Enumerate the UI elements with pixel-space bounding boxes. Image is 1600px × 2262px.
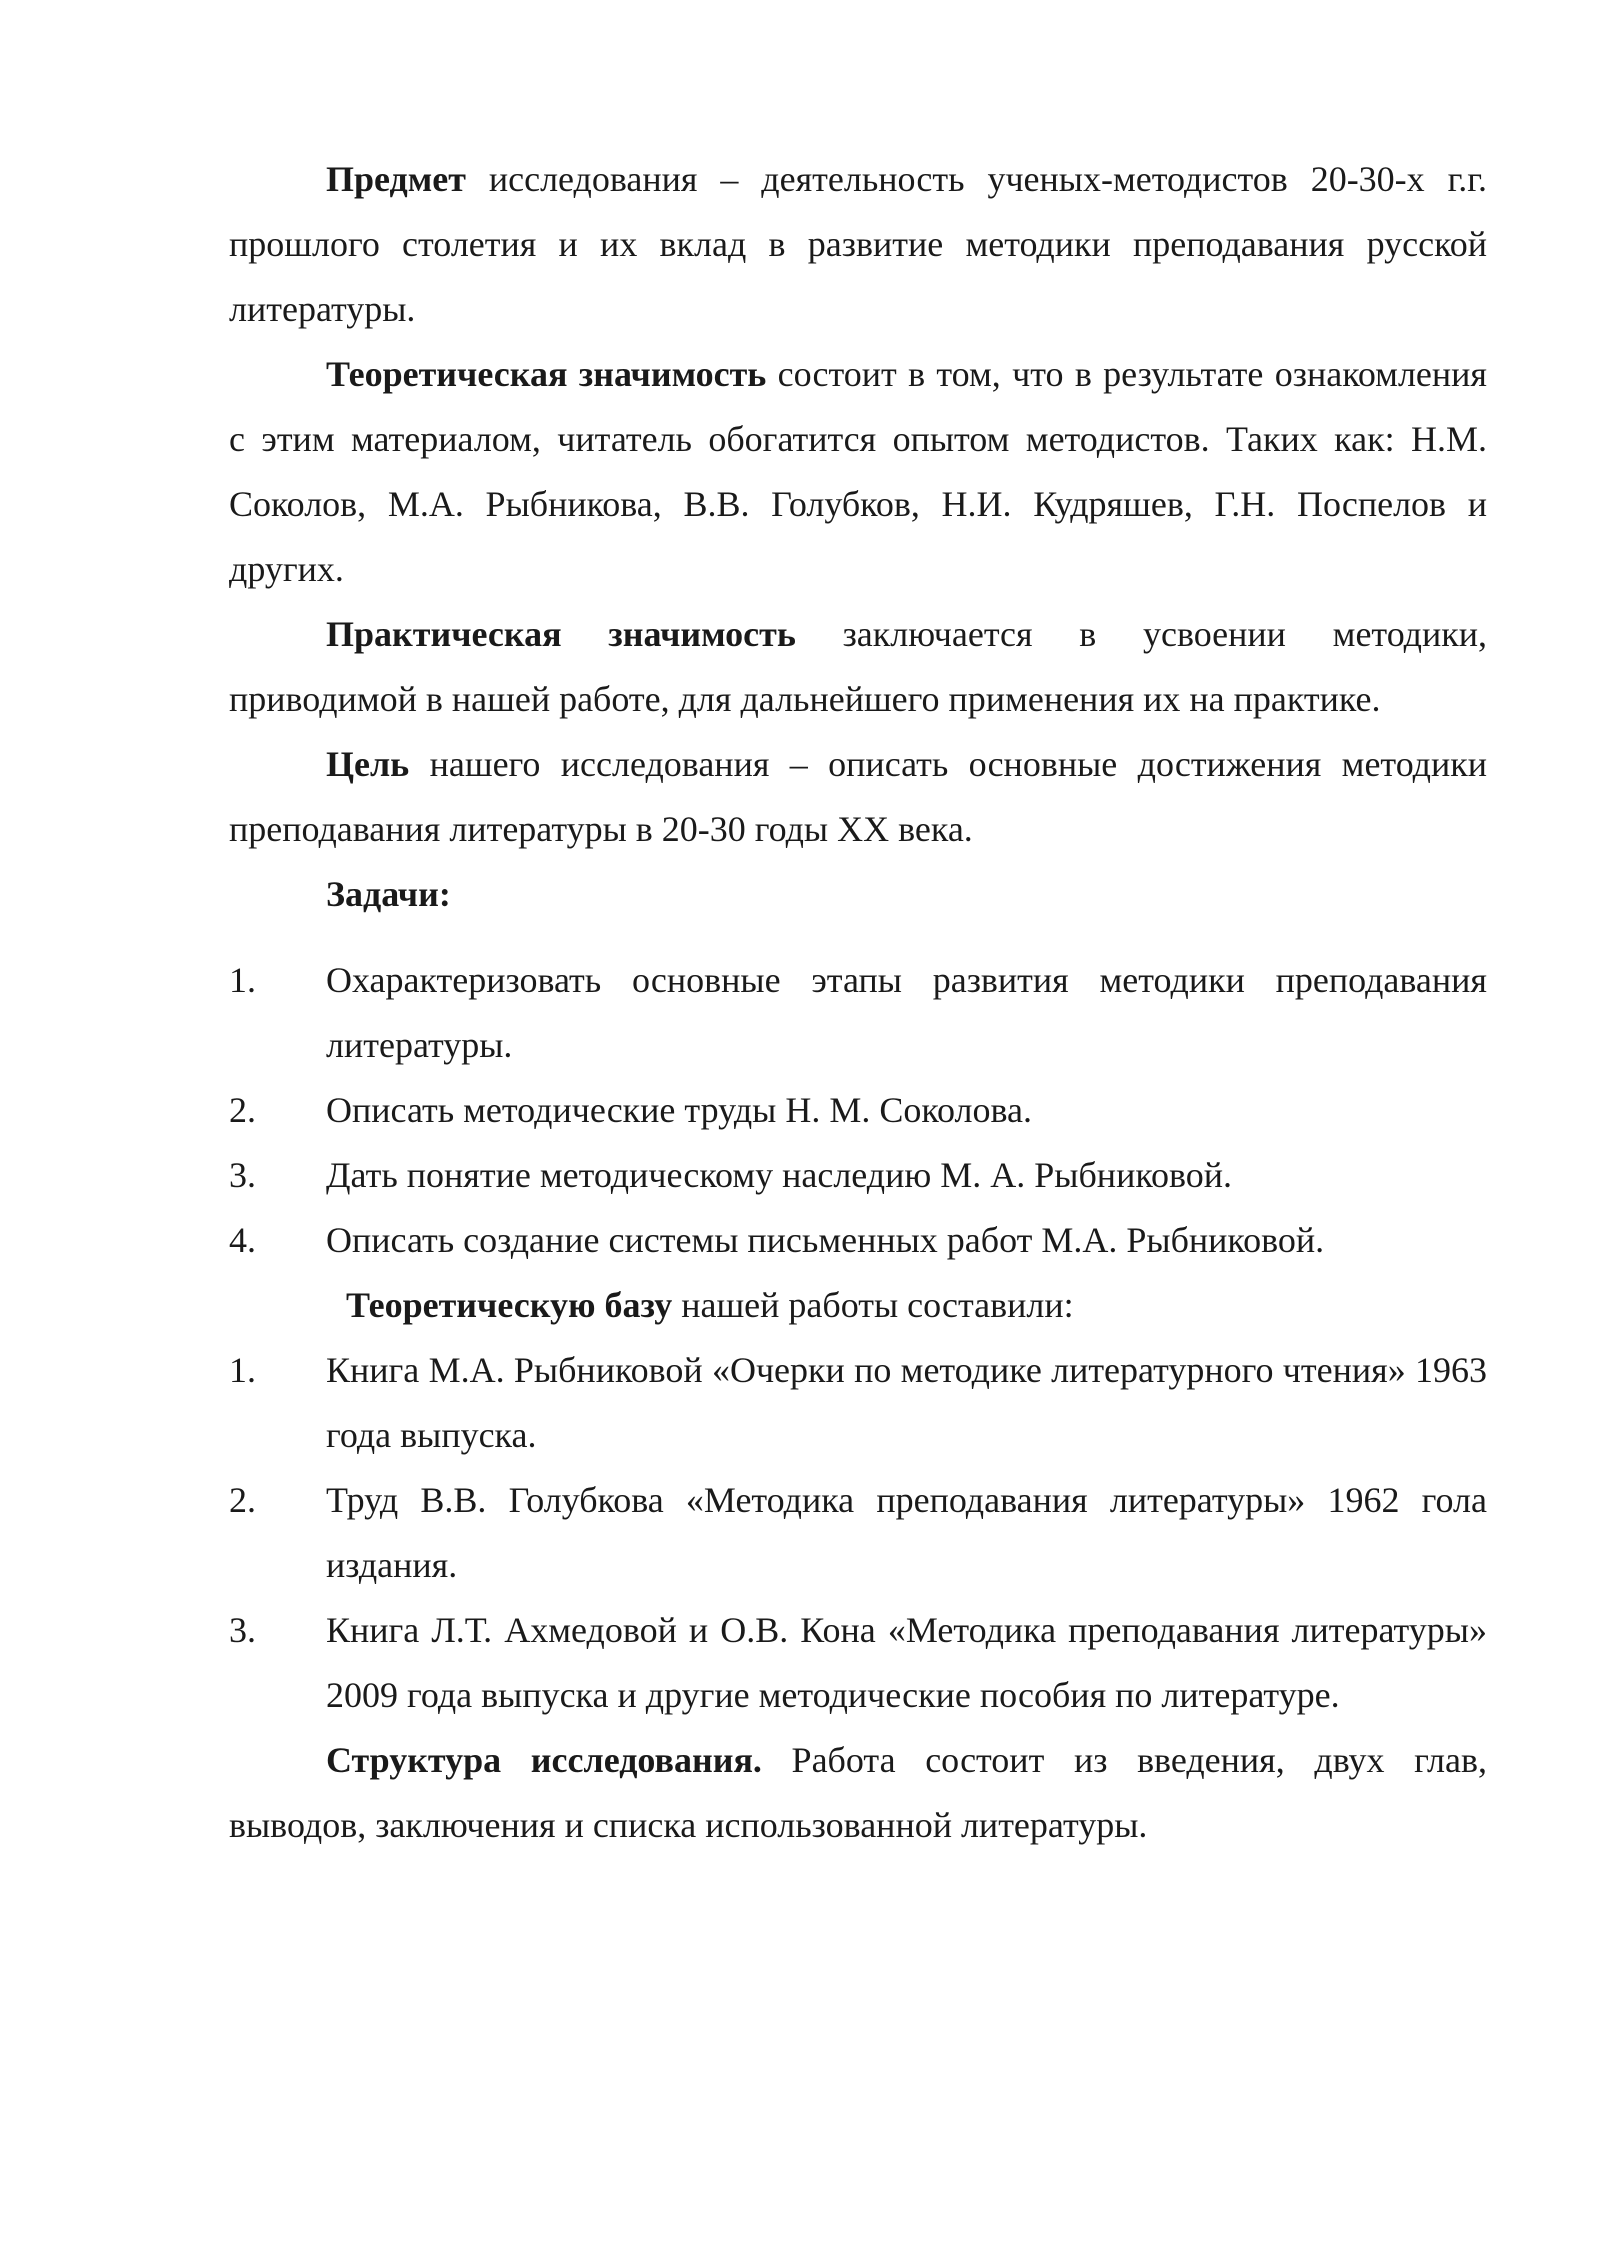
list-item-text: Описать создание системы письменных работ М.А. Рыбниковой. [326, 1220, 1325, 1260]
practical-significance-text: заключается в усвоении методики, приводимой в нашей работе, для дальнейшего применения их на практике. [229, 614, 1487, 719]
document-body [229, 147, 1487, 1858]
subject-paragraph [229, 147, 1487, 342]
list-item-text: Книга Л.Т. Ахмедовой и О.В. Кона «Методика преподавания литературы» 2009 года выпуска и другие методические пособия по литературе. [326, 1610, 1487, 1715]
practical-significance-paragraph [229, 602, 1487, 732]
list-item [229, 1078, 1487, 1143]
tasks-list [229, 948, 1487, 1273]
goal-text: нашего исследования – описать основные достижения методики преподавания литературы в 20-30 годы XX века. [229, 744, 1487, 849]
list-item [229, 1468, 1487, 1598]
structure-term: Структура исследования. [326, 1740, 762, 1780]
list-item [229, 1143, 1487, 1208]
list-number: 3. [229, 1610, 256, 1650]
goal-paragraph [229, 732, 1487, 862]
tasks-heading: Задачи: [326, 874, 451, 914]
list-number: 1. [229, 960, 256, 1000]
list-item [229, 1338, 1487, 1468]
theoretical-significance-paragraph [229, 342, 1487, 602]
list-number: 3. [229, 1155, 256, 1195]
list-number: 4. [229, 1220, 256, 1260]
list-number: 1. [229, 1350, 256, 1390]
theoretical-base-term: Теоретическую базу [346, 1285, 673, 1325]
list-item-text: Труд В.В. Голубкова «Методика преподавания литературы» 1962 гола издания. [326, 1480, 1487, 1585]
subject-term: Предмет [326, 159, 466, 199]
subject-text: исследования – деятельность ученых-методистов 20-30-х г.г. прошлого столетия и их вклад в развитие методики преподавания русской литературы. [229, 159, 1487, 329]
list-item-text: Охарактеризовать основные этапы развития методики преподавания литературы. [326, 960, 1487, 1065]
theoretical-significance-term: Теоретическая значимость [326, 354, 767, 394]
list-number: 2. [229, 1090, 256, 1130]
theoretical-significance-text: состоит в том, что в результате ознакомления с этим материалом, читатель обогатится опытом методистов. Таких как: Н.М. Соколов, М.А. Рыбникова, В.В. Голубков, Н.И. Кудряшев, Г.Н. Поспелов и других. [229, 354, 1487, 589]
list-item-text: Книга М.А. Рыбниковой «Очерки по методике литературного чтения» 1963 года выпуска. [326, 1350, 1487, 1455]
sources-list [229, 1338, 1487, 1728]
practical-significance-term: Практическая значимость [326, 614, 796, 654]
theoretical-base-paragraph [229, 1273, 1487, 1338]
structure-paragraph [229, 1728, 1487, 1858]
list-item-text: Описать методические труды Н. М. Соколова. [326, 1090, 1033, 1130]
list-item [229, 1208, 1487, 1273]
list-number: 2. [229, 1480, 256, 1520]
goal-term: Цель [326, 744, 410, 784]
list-item [229, 1598, 1487, 1728]
theoretical-base-text: нашей работы составили: [672, 1285, 1074, 1325]
structure-text: Работа состоит из введения, двух глав, выводов, заключения и списка использованной литературы. [229, 1740, 1487, 1845]
list-item [229, 948, 1487, 1078]
list-item-text: Дать понятие методическому наследию М. А. Рыбниковой. [326, 1155, 1233, 1195]
